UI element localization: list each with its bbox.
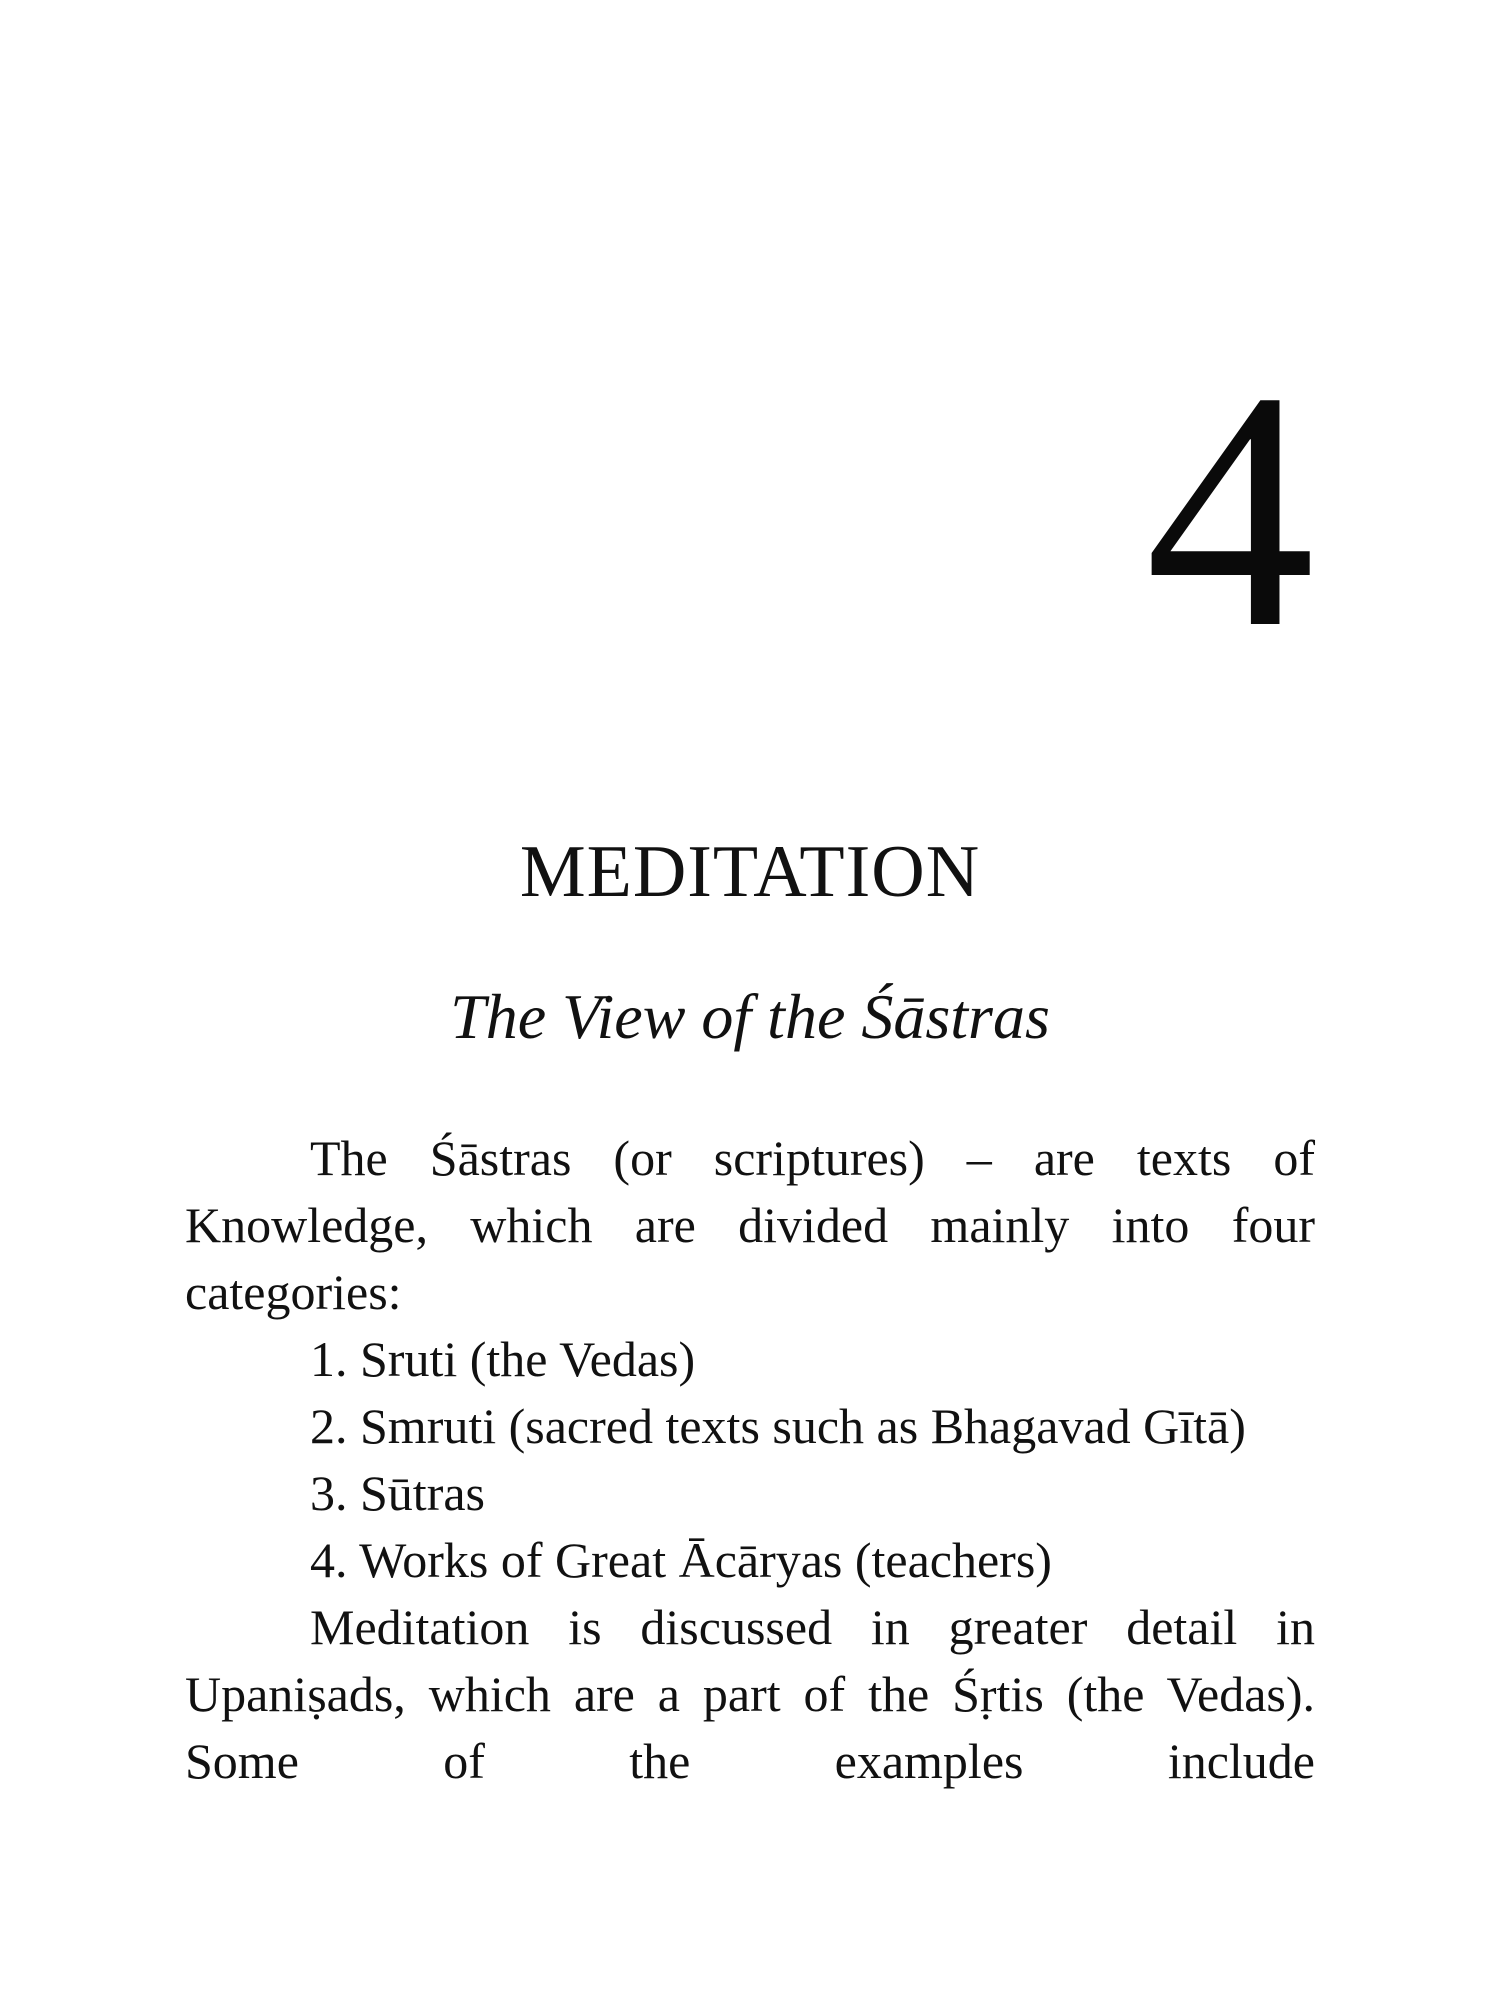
chapter-subtitle: The View of the Śāstras: [450, 981, 1050, 1052]
intro-paragraph: The Śāstras (or scriptures) – are texts of Knowledge, which are divided mainly into four categories:: [185, 1130, 1315, 1320]
chapter-title: MEDITATION: [519, 831, 981, 913]
body-text: [185, 1125, 1315, 1795]
list-item: 4. Works of Great Ācāryas (teachers): [310, 1532, 1052, 1588]
list-item: 1. Sruti (the Vedas): [310, 1331, 696, 1387]
list-item: 3. Sūtras: [310, 1465, 485, 1521]
meditation-paragraph: Meditation is discussed in greater detail in Upaniṣads, which are a part of the Śṛtis (the Vedas). Some of the examples include: [185, 1599, 1315, 1789]
list-item: 2. Smruti (sacred texts such as Bhagavad Gītā): [310, 1398, 1246, 1454]
categories-list: [185, 1326, 1315, 1594]
chapter-number: 4: [1145, 321, 1315, 698]
